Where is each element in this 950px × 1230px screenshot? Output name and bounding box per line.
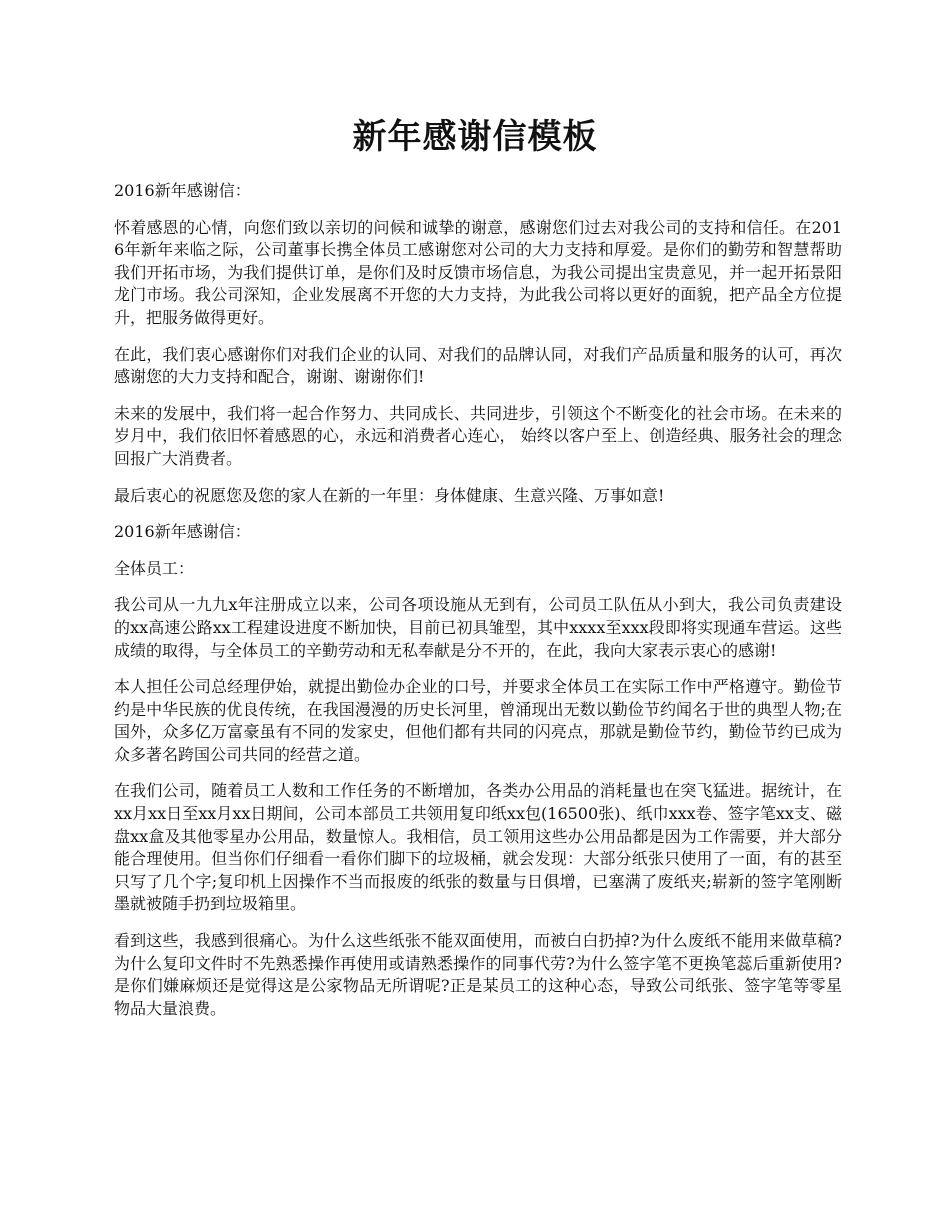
paragraph-4: 我公司从一九九x年注册成立以来，公司各项设施从无到有，公司员工队伍从小到大，我公司负责建设的xx高速公路xx工程建设进度不断加快，目前已初具雏型，其中xxxx至xxx段即将实现通车营运。这些成绩的取得，与全体员工的辛勤劳动和无私奉献是分不开的，在此，我向大家表示衷心的感谢! <box>114 595 842 660</box>
greeting-2: 2016新年感谢信： <box>114 522 251 542</box>
paragraph-3: 未来的发展中，我们将一起合作努力、共同成长、共同进步，引领这个不断变化的社会市场。在未来的岁月中，我们依旧怀着感恩的心，永远和消费者心连心， 始终以客户至上、创造经典、服务社会的理念回报广大消费者。 <box>114 403 842 468</box>
closing-wishes: 最后衷心的祝愿您及您的家人在新的一年里：身体健康、生意兴隆、万事如意! <box>114 485 665 505</box>
paragraph-1: 怀着感恩的心情，向您们致以亲切的问候和诚挚的谢意，感谢您们过去对我公司的支持和信任。在2016年新年来临之际，公司董事长携全体员工感谢您对公司的大力支持和厚爱。是你们的勤劳和智慧帮助我们开拓市场，为我们提供订单，是你们及时反馈市场信息，为我公司提出宝贵意见，并一起开拓景阳龙门市场。我公司深知，企业发展离不开您的大力支持，为此我公司将以更好的面貌，把产品全方位提升，把服务做得更好。 <box>114 217 842 327</box>
paragraph-5: 本人担任公司总经理伊始，就提出勤俭办企业的口号，并要求全体员工在实际工作中严格遵守。勤俭节约是中华民族的优良传统，在我国漫漫的历史长河里，曾涌现出无数以勤俭节约闻名于世的典型人物;在国外，众多亿万富豪虽有不同的发家史，但他们都有共同的闪亮点，那就是勤俭节约，勤俭节约已成为众多著名跨国公司共同的经营之道。 <box>114 677 842 764</box>
salutation: 全体员工： <box>114 558 195 578</box>
document-title: 新年感谢信模板 <box>352 117 598 157</box>
paragraph-2: 在此，我们衷心感谢你们对我们企业的认同、对我们的品牌认同，对我们产品质量和服务的认可，再次感谢您的大力支持和配合，谢谢、谢谢你们! <box>114 344 842 387</box>
greeting-1: 2016新年感谢信： <box>114 181 251 200</box>
paragraph-7: 看到这些，我感到很痛心。为什么这些纸张不能双面使用，而被白白扔掉?为什么废纸不能用来做草稿?为什么复印文件时不先熟悉操作再使用或请熟悉操作的同事代劳?为什么签字笔不更换笔蕊后重新使用?是你们嫌麻烦还是觉得这是公家物品无所谓呢?正是某员工的这种心态，导致公司纸张、签字笔等零星物品大量浪费。 <box>114 931 842 1018</box>
document-body <box>114 180 842 1034</box>
paragraph-6: 在我们公司，随着员工人数和工作任务的不断增加，各类办公用品的消耗量也在突飞猛进。据统计，在xx月xx日至xx月xx日期间，公司本部员工共领用复印纸xx包(16500张)、纸巾xxx卷、签字笔xx支、磁盘xx盒及其他零星办公用品，数量惊人。我相信，员工领用这些办公用品都是因为工作需要，并大部分能合理使用。但当你们仔细看一看你们脚下的垃圾桶，就会发现：大部分纸张只使用了一面，有的甚至只写了几个字;复印机上因操作不当而报废的纸张的数量与日俱增，已塞满了废纸夹;崭新的签字笔刚断墨就被随手扔到垃圾箱里。 <box>114 781 842 914</box>
